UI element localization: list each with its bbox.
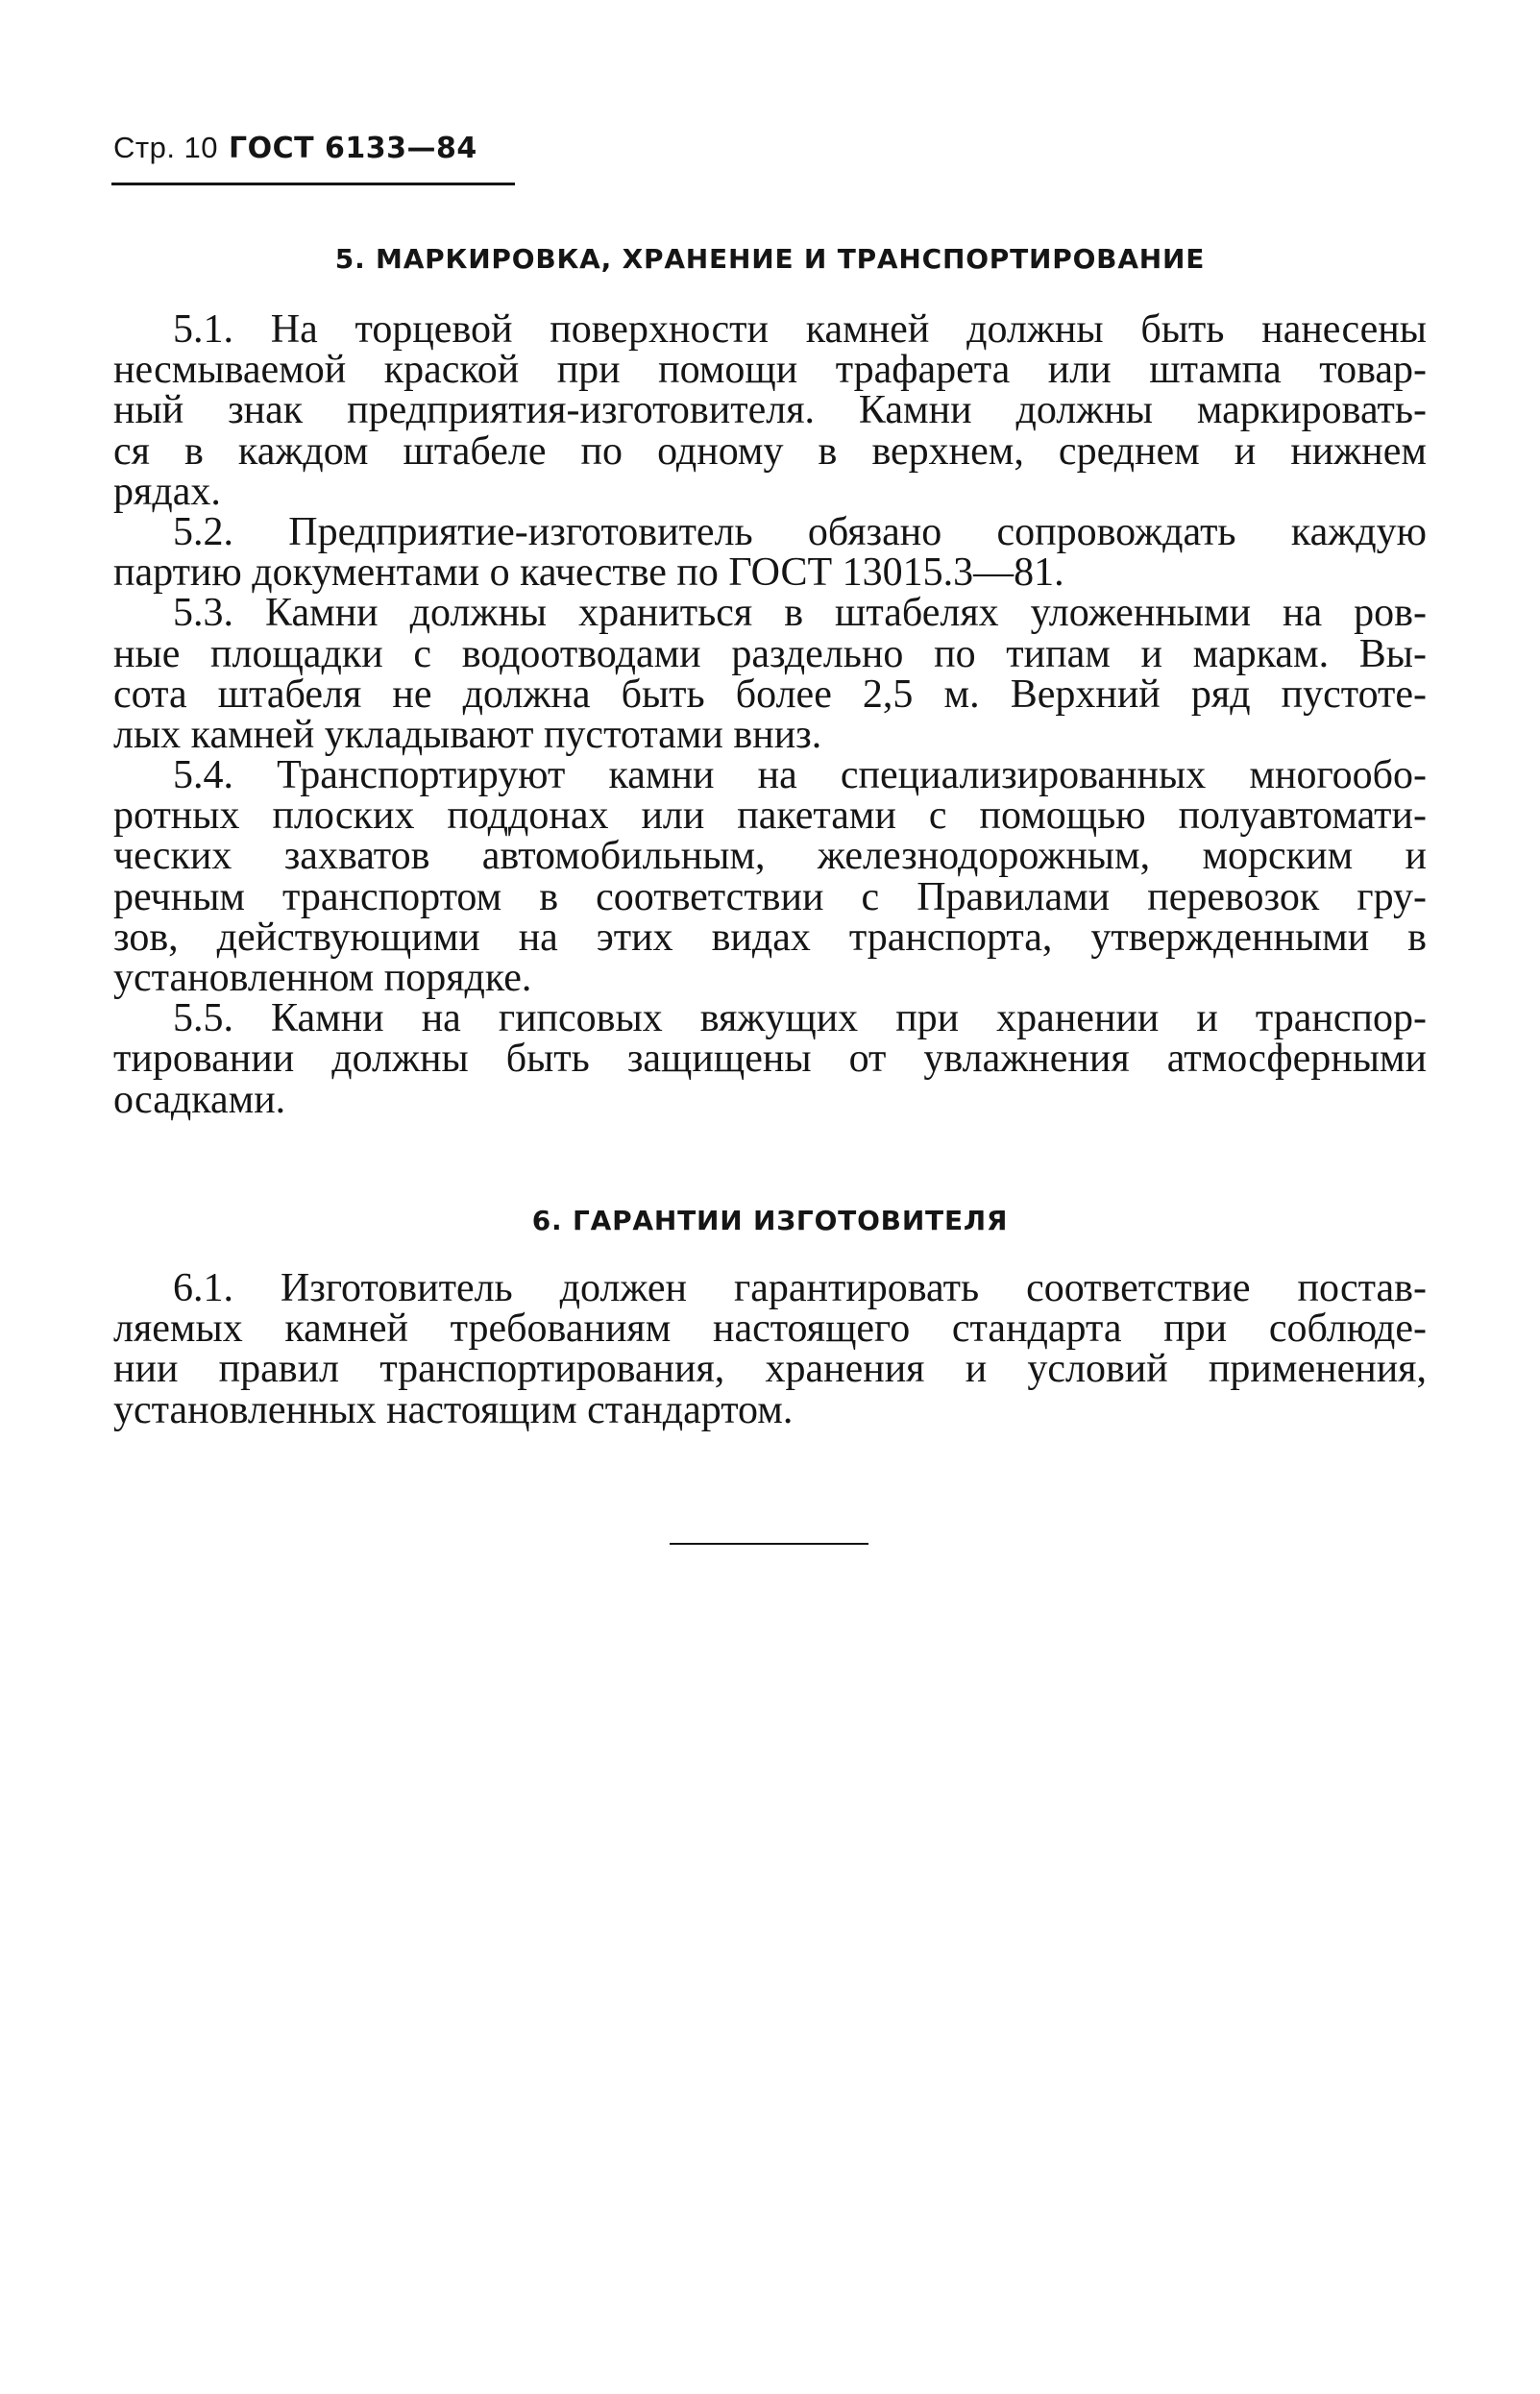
- text-line: партию документами о качестве по ГОСТ 13015.3—81.: [113, 550, 1064, 596]
- section-5-body: [113, 309, 1427, 1120]
- section-5-title: 5. МАРКИРОВКА, ХРАНЕНИЕ И ТРАНСПОРТИРОВАНИЕ: [334, 243, 1206, 275]
- header-rule: [111, 183, 515, 185]
- section-6-body: [113, 1268, 1427, 1430]
- text-line: лых камней укладывают пустотами вниз.: [113, 712, 822, 757]
- text-line: тировании должны быть защищены от увлажнения атмосферными: [113, 1037, 1427, 1082]
- text-line: установленных настоящим стандартом.: [113, 1387, 794, 1432]
- page-header: [113, 131, 477, 165]
- text-line: 5.3. Камни должны храниться в штабелях уложенными на ров-: [173, 591, 1427, 636]
- text-line: 5.2. Предприятие-изготовитель обязано сопровождать каждую: [173, 509, 1427, 554]
- section-6-title: 6. ГАРАНТИИ ИЗГОТОВИТЕЛЯ: [531, 1205, 1009, 1236]
- text-line: ся в каждом штабеле по одному в верхнем, среднем и нижнем: [113, 428, 1427, 474]
- text-line: осадками.: [113, 1077, 286, 1122]
- text-line: ляемых камней требованиям настоящего стандарта при соблюде-: [113, 1307, 1427, 1352]
- text-line: ческих захватов автомобильным, железнодорожным, морским и: [113, 834, 1427, 879]
- text-line: установленном порядке.: [113, 956, 532, 1000]
- text-line: 6.1. Изготовитель должен гарантировать соответствие постав-: [173, 1266, 1427, 1310]
- text-line: 5.4. Транспортируют камни на специализированных многообо-: [173, 753, 1427, 798]
- text-line: несмываемой краской при помощи трафарета или штампа товар-: [113, 348, 1427, 393]
- text-line: ный знак предприятия-изготовителя. Камни должны маркировать-: [113, 388, 1427, 433]
- text-line: ротных плоских поддонах или пакетами с помощью полуавтомати-: [113, 794, 1427, 839]
- text-line: 5.1. На торцевой поверхности камней должны быть нанесены: [173, 307, 1427, 352]
- end-rule: [670, 1543, 868, 1545]
- page-number: Стр. 10: [113, 131, 219, 164]
- text-line: речным транспортом в соответствии с Правилами перевозок гру-: [113, 874, 1427, 919]
- text-line: зов, действующими на этих видах транспорта, утвержденными в: [113, 915, 1427, 960]
- text-line: 5.5. Камни на гипсовых вяжущих при хранении и транспор-: [173, 996, 1427, 1041]
- text-line: нии правил транспортирования, хранения и условий применения,: [113, 1347, 1427, 1392]
- text-line: сота штабеля не должна быть более 2,5 м. Верхний ряд пустоте-: [113, 672, 1427, 717]
- standard-number: ГОСТ 6133—84: [229, 132, 477, 165]
- text-line: ные площадки с водоотводами раздельно по типам и маркам. Вы-: [113, 631, 1427, 676]
- text-line: рядах.: [113, 469, 221, 514]
